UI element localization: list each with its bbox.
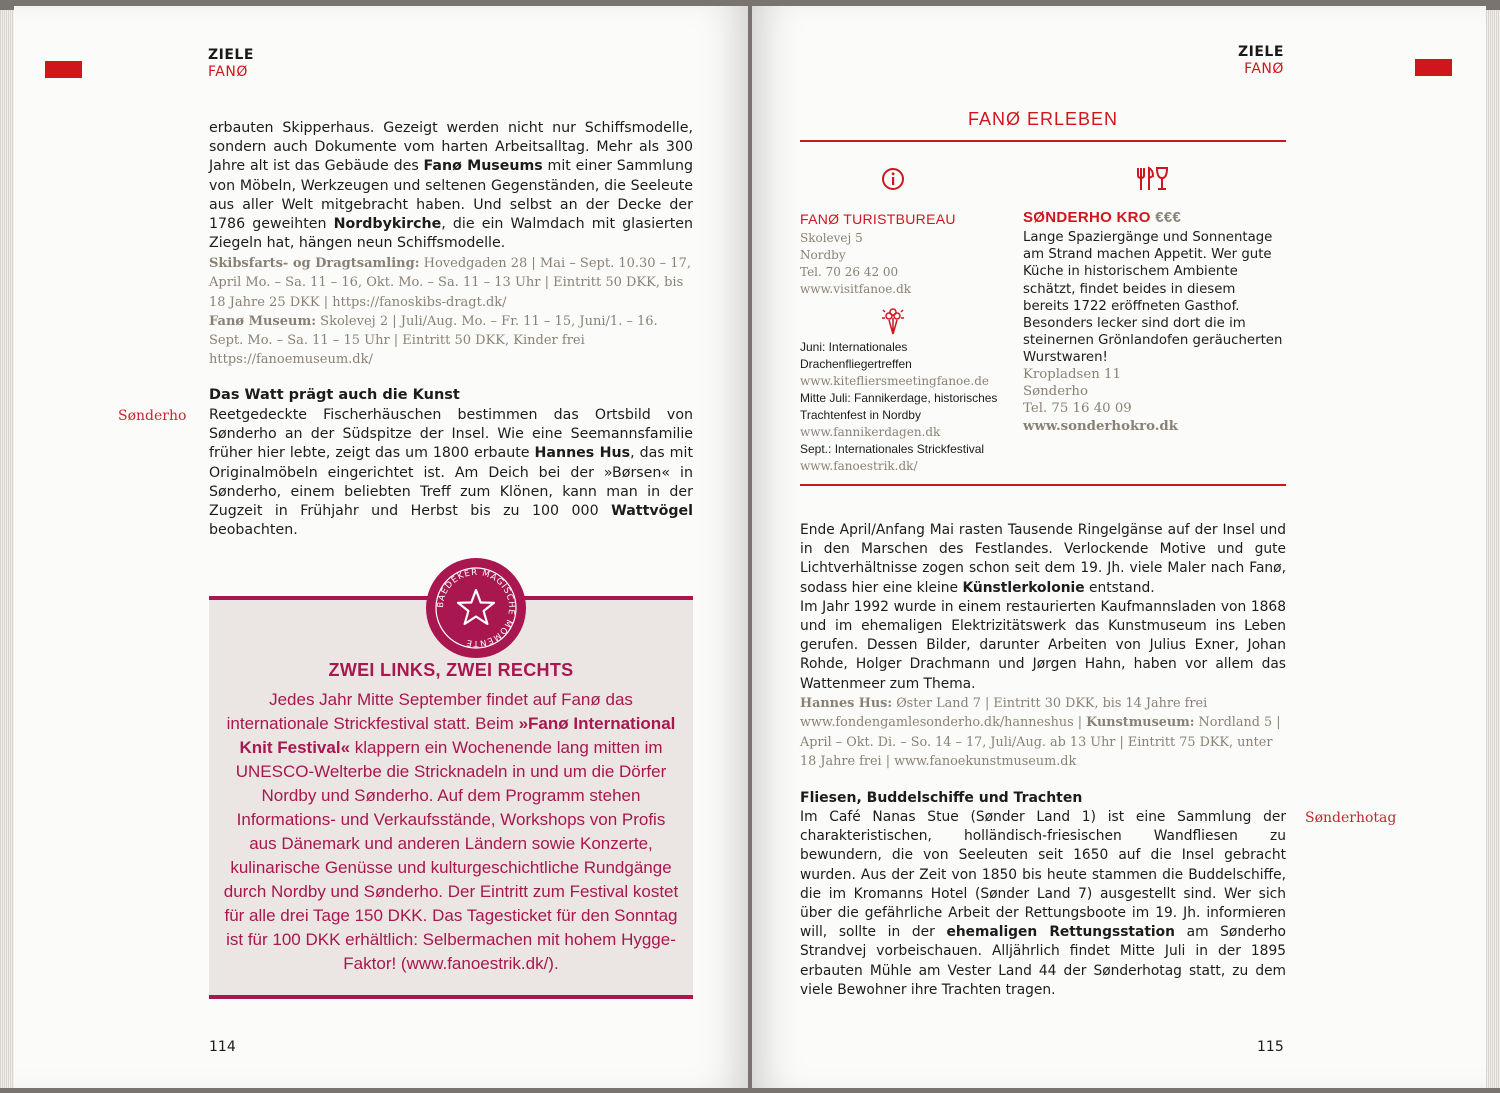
info-icon bbox=[881, 167, 905, 191]
kro-text: Lange Spaziergänge und Sonnentage am Strand machen Appetit. Wer gute Küche in historischem Ambiente schätzt, findet beides in diesem bereits 1722 eröffneten Gasthof. Besonders lecker sind dort die im steinernen Grönlandofen geräucherten Wurstwaren! bbox=[1023, 230, 1283, 366]
section-heading: Fliesen, Buddelschiffe und Trachten bbox=[800, 790, 1083, 806]
section-heading: Das Watt prägt auch die Kunst bbox=[209, 387, 460, 403]
badge-ring bbox=[433, 565, 519, 651]
kro-info bbox=[1023, 366, 1285, 435]
header-subtitle: FANØ bbox=[208, 64, 248, 80]
kro-website[interactable]: www.sonderhokro.dk bbox=[1023, 418, 1178, 434]
section-paragraph: Im Café Nanas Stue (Sønder Land 1) ist eine Sammlung der charakteristischen, holländisch-friesischen Wandfliesen zu bewundern, die von Seeleuten seit 1650 auf die Insel gebracht wurden. Aus der Zeit von 1850 bis heute stammen die Buddelschiffe, die im Kromanns Hotel (Sønder Land 7) ausgestellt sind. Wer sich über die gefährliche Arbeit der Rettungsboote im 19. Jh. informieren will, sollte in der ehemaligen Rettungsstation am Sønderho Strandvej vorbeischauen. Alljährlich findet Mitte Juli in der 1895 erbauten Mühle am Vester Land 44 der Sønderhotag statt, zu dem viele Bewohner ihre Trachten tragen. bbox=[800, 809, 1286, 998]
price-indicator: €€€ bbox=[1155, 209, 1182, 226]
header-title: ZIELE bbox=[208, 47, 254, 63]
left-page bbox=[14, 6, 748, 1088]
box-title: ZWEI LINKS, ZWEI RECHTS bbox=[328, 660, 574, 680]
page-edges-right bbox=[1486, 10, 1500, 1088]
header-title: ZIELE bbox=[1238, 44, 1284, 60]
red-tab bbox=[1415, 59, 1452, 76]
bottom-rule bbox=[800, 484, 1286, 486]
erleben-title: FANØ ERLEBEN bbox=[967, 109, 1119, 129]
kro-info-line: Tel. 75 16 40 09 bbox=[1023, 401, 1132, 417]
star-icon bbox=[458, 590, 494, 624]
turist-line: www.visitfanoe.dk bbox=[800, 282, 912, 296]
running-header bbox=[1238, 44, 1284, 78]
red-tab bbox=[45, 61, 82, 78]
museum-info: Skibsfarts- og Dragtsamling: Hovedgaden 28 | Mai – Sept. 10.30 – 17, April Mo. – Sa. 11 – 16, Okt. Mo. – Sa. 11 – 13 Uhr | Eintritt 50 DKK, bis 18 Jahre 25 DKK | https://fanoskibs-dragt.dk/ Fanø Museum: Skolevej 2 | Juli/Aug. Mo. – Fr. 11 – 15, Juni/1. – 16. Sept. Mo. – Sa. 11 – 15 Uhr | Eintritt 50 DKK, Kinder frei https://fanoemuseum.dk/ bbox=[209, 256, 691, 368]
turist-title: FANØ TURISTBUREAU bbox=[800, 211, 956, 227]
festival-icon bbox=[880, 306, 906, 336]
page-number: 114 bbox=[209, 1039, 236, 1055]
right-page bbox=[752, 6, 1486, 1088]
kunst-info: Hannes Hus: Øster Land 7 | Eintritt 30 DKK, bis 14 Jahre frei www.fondengamlesonderho.dk/hanneshus | Kunstmuseum: Nordland 5 | April – Okt. Di. – So. 14 – 17, Juli/Aug. ab 13 Uhr | Eintritt 75 DKK, unter 18 Jahre frei | www.fanoekunstmuseum.dk bbox=[800, 696, 1281, 769]
margin-note: Sønderho bbox=[118, 408, 187, 424]
event-url[interactable]: www.kitefliersmeetingfanoe.de bbox=[800, 374, 989, 388]
kro-info-line: Sønderho bbox=[1023, 384, 1088, 400]
margin-note: Sønderhotag bbox=[1305, 810, 1397, 826]
kro-title: SØNDERHO KRO bbox=[1023, 209, 1151, 226]
turist-line: Skolevej 5 bbox=[800, 231, 863, 245]
page-number: 115 bbox=[1257, 1039, 1284, 1055]
event-url[interactable]: www.fanoestrik.dk/ bbox=[800, 459, 918, 473]
highlight-box bbox=[209, 596, 693, 999]
kro-info-line: Kropladsen 11 bbox=[1023, 367, 1121, 382]
intro-paragraph: erbauten Skipperhaus. Gezeigt werden nicht nur Schiffsmodelle, sondern auch Dokumente vom harten Arbeitsalltag. Mehr als 300 Jahre alt ist das Gebäude des Fanø Museums mit einer Sammlung von Möbeln, Werkzeugen und seltenen Gegenständen, die Seeleute aus aller Welt mitgebracht haben. Und selbst an der Decke der 1786 geweihten Nordbykirche, die ein Walmdach mit glasierten Ziegeln hat, hängen neun Schiffsmodelle. bbox=[209, 120, 693, 252]
page-edges-left bbox=[0, 10, 14, 1088]
top-rule bbox=[800, 140, 1286, 142]
box-text: Jedes Jahr Mitte September findet auf Fanø das internationale Strickfestival statt. Beim »Fanø International Knit Festival« klappern ein Wochenende lang mitten im UNESCO-Welterbe die Stricknadeln in und um die Dörfer Nordby und Sønderho. Auf dem Programm stehen Informations- und Verkaufsstände, Workshops von Profis aus Dänemark und anderen Ländern sowie Konzerte, kulinarische Genüsse und kulturgeschichtliche Rundgänge durch Nordby und Sønderho. Der Eintritt zum Festival kostet für alle drei Tage 150 DKK. Das Tagesticket für den Sonntag ist für 100 DKK erhältlich: Selbermachen mit hohem Hygge-Faktor! (www.fanoestrik.dk/). bbox=[223, 690, 679, 973]
event-label: Sept.: Internationales Strickfestival bbox=[800, 442, 985, 456]
turist-info bbox=[800, 230, 911, 298]
turist-line: Nordby bbox=[800, 248, 846, 262]
baedeker-badge bbox=[426, 558, 526, 658]
running-header bbox=[208, 47, 254, 81]
kro-title-line bbox=[1023, 209, 1181, 226]
kunst-paragraph: Ende April/Anfang Mai rasten Tausende Ringelgänse auf der Insel und in den Marschen des Festlandes. Verlockende Motive und gute Lichtverhältnisse zogen schon seit dem 19. Jh. viele Maler nach Fanø, sodass hier eine kleine Künstlerkolonie entstand. Im Jahr 1992 wurde in einem restaurierten Kaufmannsladen von 1868 und im ehemaligen Elektrizitätswerk das Kunstmuseum ins Leben gerufen. Dessen Bilder, darunter Arbeiten von Julius Exner, Johan Rohde, Holger Drachmann und Jørgen Hahn, haben vor allem das Wattenmeer zum Thema. bbox=[800, 522, 1286, 692]
event-label: Mitte Juli: Fannikerdage, historisches Trachtenfest in Nordby bbox=[800, 391, 998, 422]
header-subtitle: FANØ bbox=[1244, 61, 1284, 77]
event-list bbox=[800, 339, 1010, 475]
event-label: Juni: Internationales Drachenfliegertreffen bbox=[800, 340, 912, 371]
restaurant-icon bbox=[1134, 166, 1170, 192]
section-paragraph: Reetgedeckte Fischerhäuschen bestimmen das Ortsbild von Sønderho an der Südspitze der Insel. Wie eine Seemannsfamilie früher hier lebte, zeigt das um 1800 erbaute Hannes Hus, das mit Originalmöbeln eingerichtet ist. Am Deich bei der »Børsen« in Sønderho, einem beliebten Treff zum Klönen, kann man in der Zugzeit in Frühjahr und Herbst bis zu 100 000 Wattvögel beobachten. bbox=[209, 407, 694, 539]
badge-text: BAEDEKER MAGISCHE MOMENTE bbox=[435, 567, 517, 649]
event-url[interactable]: www.fannikerdagen.dk bbox=[800, 425, 941, 439]
turist-line: Tel. 70 26 42 00 bbox=[800, 265, 899, 279]
